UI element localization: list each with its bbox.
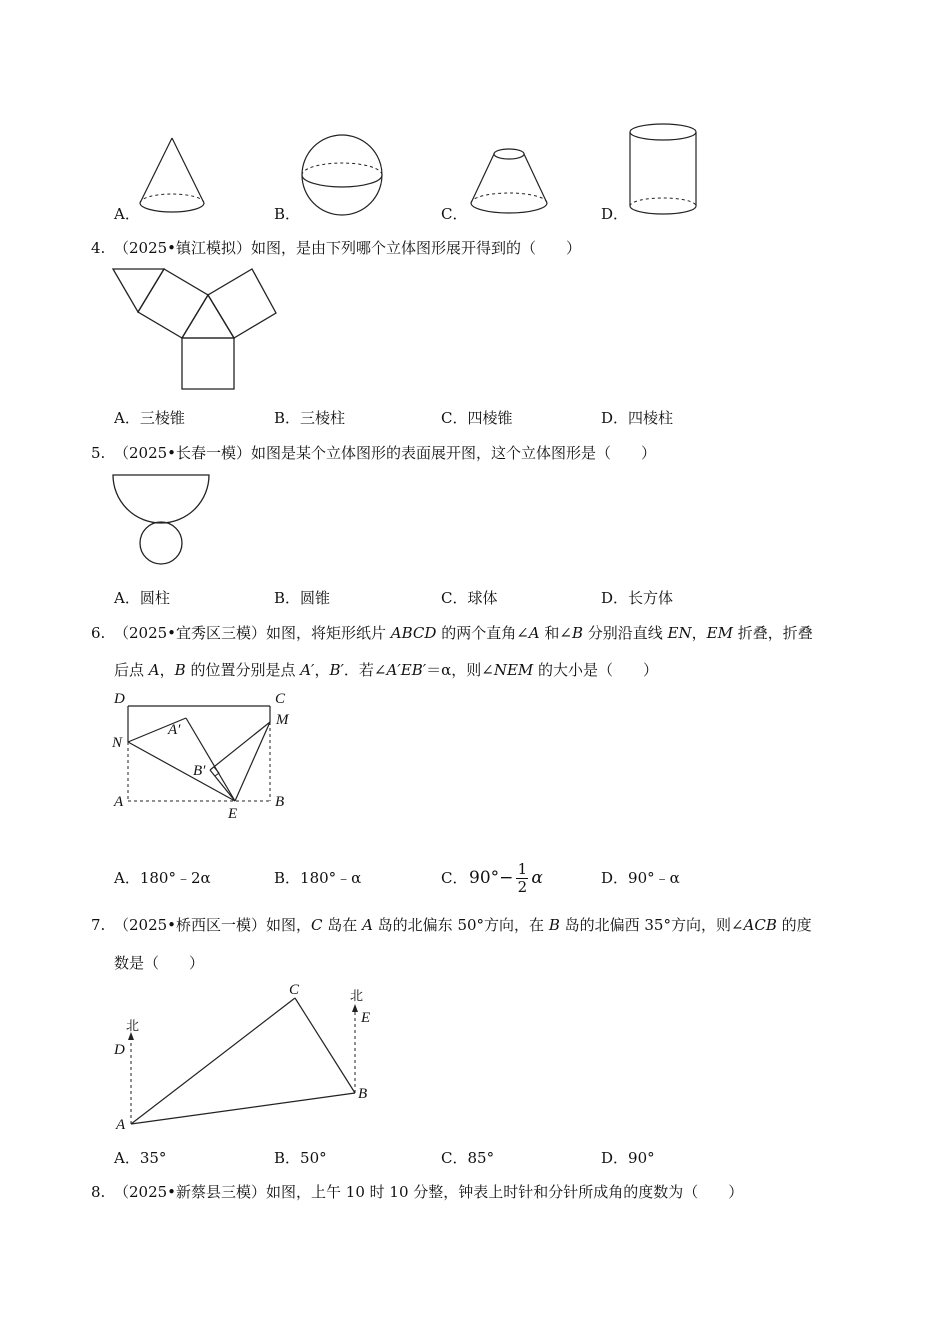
q6-stem-line1: （2025•宜秀区三模）如图，将矩形纸片 ABCD 的两个直角∠A 和∠B 分别沿直线 EN，EM 折叠，折叠 <box>114 624 813 642</box>
q7-option-a[interactable] <box>114 1148 166 1168</box>
q6-option-d[interactable] <box>601 868 680 888</box>
option-letter: C． <box>441 1149 468 1167</box>
q6-stem-line2: 后点 A，B 的位置分别是点 A′，B′．若∠A′EB′＝α，则∠NEM 的大小是（ ） <box>114 661 659 679</box>
q7-option-d[interactable] <box>601 1148 655 1168</box>
q4-option-c[interactable] <box>441 408 513 428</box>
option-text: 35° <box>139 1149 167 1167</box>
label-d: D <box>114 691 125 707</box>
q8-stem: （2025•新蔡县三模）如图，上午 10 时 10 分整，钟表上时针和分针所成角的度数为（ ） <box>114 1183 744 1201</box>
fraction-denominator: 2 <box>517 877 528 896</box>
sphere-figure <box>300 133 385 218</box>
q6-option-c[interactable] <box>441 868 467 888</box>
label-e: E <box>361 1010 371 1026</box>
q5-option-a[interactable] <box>114 588 170 608</box>
option-text: 85° <box>467 1149 495 1167</box>
option-text: 圆锥 <box>300 589 331 607</box>
option-text: 三棱锥 <box>139 409 185 427</box>
option-text: 三棱柱 <box>300 409 346 427</box>
q8-number: 8. <box>91 1183 106 1201</box>
label-e: E <box>228 806 238 822</box>
option-letter: A． <box>114 869 140 887</box>
frustum-figure <box>467 145 552 220</box>
fraction <box>516 861 528 896</box>
option-text: 50° <box>300 1149 327 1167</box>
label-b: B <box>275 794 285 810</box>
label-c: C <box>275 691 286 707</box>
q7-number: 7. <box>91 916 106 934</box>
q7-option-b[interactable] <box>274 1148 327 1168</box>
option-letter: B． <box>274 409 301 427</box>
formula-prefix: 90°− <box>469 868 514 888</box>
option-letter: B． <box>274 869 301 887</box>
label-m: M <box>276 712 289 728</box>
q6-option-a[interactable] <box>114 868 211 888</box>
q4-option-d[interactable] <box>601 408 673 428</box>
option-text: 180°﹣α <box>300 869 362 887</box>
label-a: A <box>116 1117 126 1133</box>
q6-option-b[interactable] <box>274 868 361 888</box>
option-letter: D． <box>601 1149 629 1167</box>
label-c: C <box>289 982 300 998</box>
label-b-prime: B′ <box>193 763 206 779</box>
option-text: 90°﹣α <box>628 869 680 887</box>
q4-number: 4. <box>91 239 106 257</box>
option-letter: D． <box>601 409 629 427</box>
cylinder-figure <box>627 122 699 220</box>
label-n: N <box>112 735 123 751</box>
triangular-pyramid-net-figure <box>112 268 282 393</box>
q4-stem: （2025•镇江模拟）如图，是由下列哪个立体图形展开得到的（ ） <box>114 239 582 257</box>
option-text: 180°﹣2α <box>139 869 211 887</box>
cone-figure <box>135 135 210 220</box>
label-a: A <box>114 794 124 810</box>
option-text: 球体 <box>467 589 498 607</box>
q5-number: 5. <box>91 444 106 462</box>
option-text: 圆柱 <box>139 589 170 607</box>
q3-option-b[interactable]: B． <box>274 205 301 223</box>
island-bearing-figure <box>108 980 378 1135</box>
q6-number: 6. <box>91 624 106 642</box>
option-letter: D． <box>601 589 629 607</box>
q4-option-a[interactable] <box>114 408 185 428</box>
formula-suffix: α <box>531 868 543 888</box>
option-letter: C． <box>441 869 468 887</box>
option-letter: A． <box>114 409 140 427</box>
q6-option-c-formula <box>469 856 543 900</box>
q7-option-c[interactable] <box>441 1148 494 1168</box>
option-letter: C． <box>441 589 468 607</box>
q3-option-a[interactable]: A． <box>114 205 140 223</box>
option-letter: A． <box>114 1149 140 1167</box>
option-text: 四棱柱 <box>628 409 674 427</box>
option-letter: B． <box>274 1149 301 1167</box>
q5-option-b[interactable] <box>274 588 330 608</box>
label-b: B <box>358 1086 368 1102</box>
option-letter: D． <box>601 869 629 887</box>
q3-option-c[interactable]: C． <box>441 205 468 223</box>
option-letter: C． <box>441 409 468 427</box>
q7-stem-line1: （2025•桥西区一模）如图，C 岛在 A 岛的北偏东 50°方向，在 B 岛的北偏西 35°方向，则∠ACB 的度 <box>114 916 812 934</box>
q5-option-c[interactable] <box>441 588 498 608</box>
option-text: 90° <box>628 1149 655 1167</box>
label-north-a: 北 <box>126 1019 140 1034</box>
folded-rectangle-figure <box>108 688 298 823</box>
option-text: 四棱锥 <box>467 409 513 427</box>
q7-stem-line2: 数是（ ） <box>114 954 205 972</box>
fraction-numerator: 1 <box>517 859 528 878</box>
option-letter: B． <box>274 589 301 607</box>
label-north-b: 北 <box>350 989 364 1004</box>
label-a-prime: A′ <box>168 722 181 738</box>
q3-option-d[interactable]: D． <box>601 205 629 223</box>
option-letter: A． <box>114 589 140 607</box>
q5-option-d[interactable] <box>601 588 673 608</box>
cone-net-figure <box>112 473 212 568</box>
option-text: 长方体 <box>628 589 674 607</box>
q5-stem: （2025•长春一模）如图是某个立体图形的表面展开图，这个立体图形是（ ） <box>114 444 657 462</box>
label-d: D <box>114 1042 125 1058</box>
q4-option-b[interactable] <box>274 408 345 428</box>
